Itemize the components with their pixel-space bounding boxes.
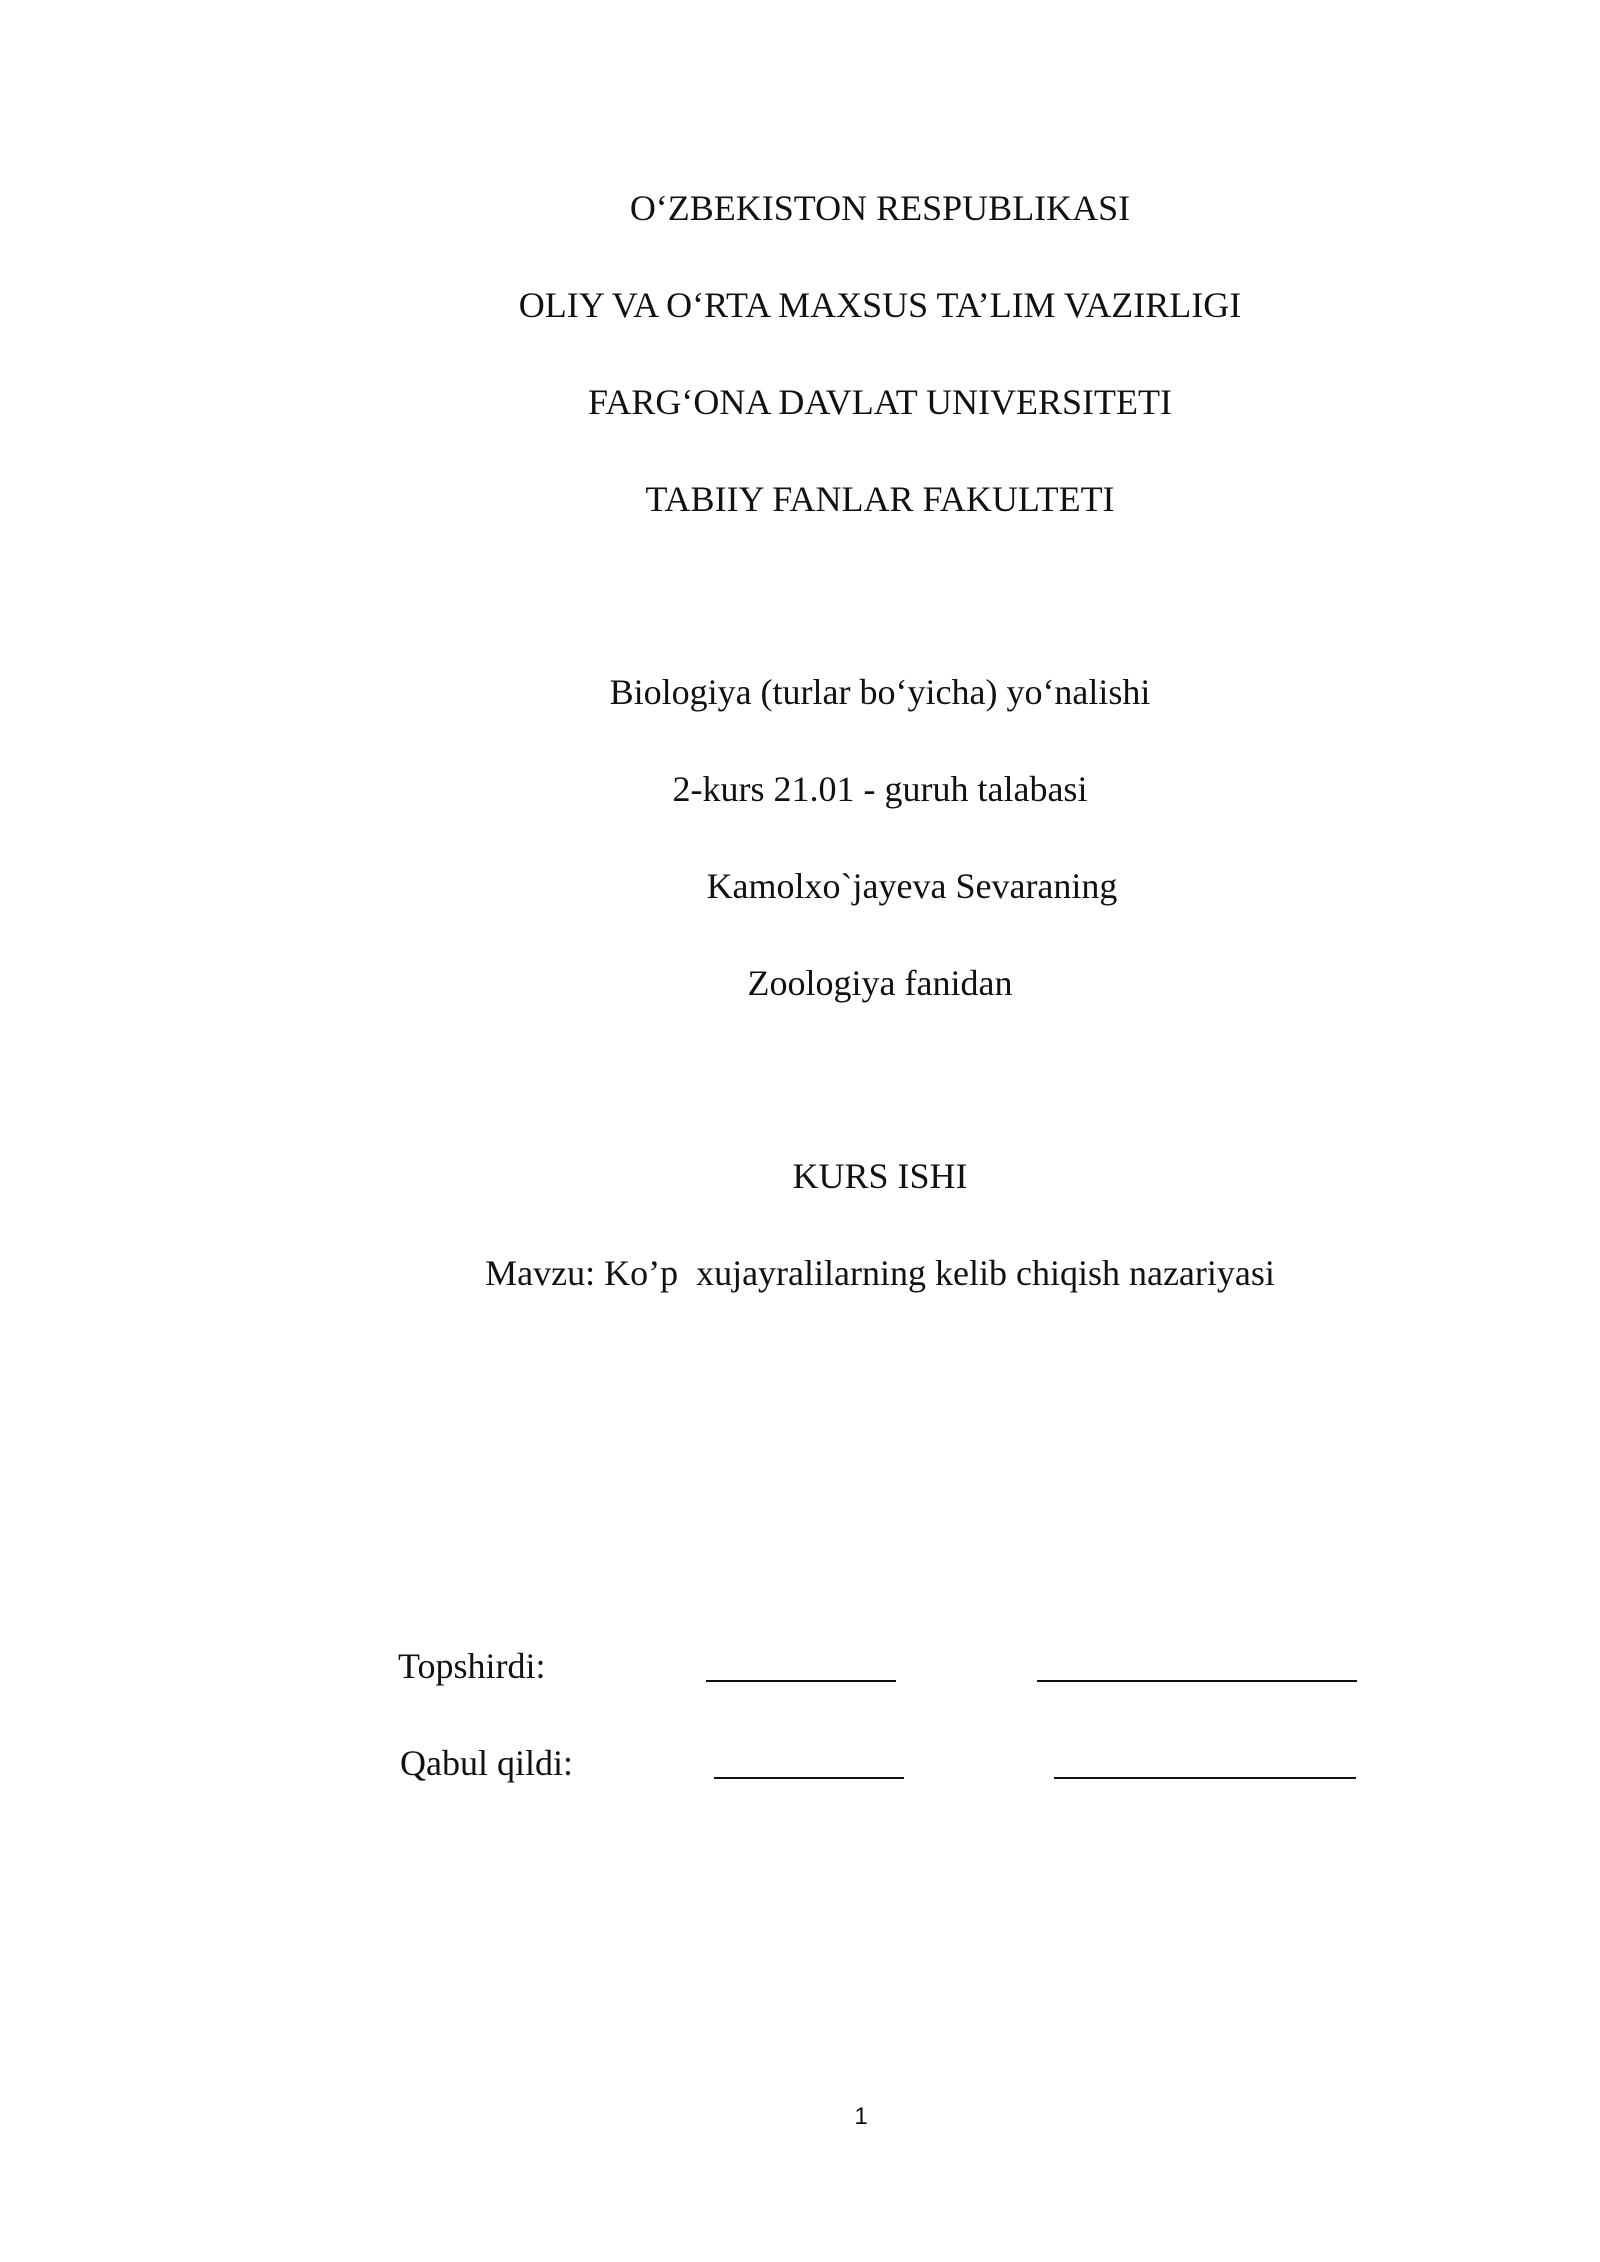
republic-heading: O‘ZBEKISTON RESPUBLIKASI [629,188,1131,228]
accepted-name-blank [1054,1777,1356,1779]
submitted-name-blank [1037,1680,1357,1682]
topic-line: Mavzu: Ko’p xujayralilarning kelib chiqish nazariyasi [485,1253,1275,1293]
student-name: Kamolxo`jayeva Sevaraning [706,866,1118,906]
submitted-label: Topshirdi: [398,1646,546,1686]
faculty-heading: TABIIY FANLAR FAKULTETI [645,479,1115,519]
subject-line: Zoologiya fanidan [747,963,1013,1003]
program-line: Biologiya (turlar bo‘yicha) yo‘nalishi [609,672,1151,712]
accepted-signature-blank [714,1777,904,1779]
university-heading: FARG‘ONA DAVLAT UNIVERSITETI [588,382,1172,422]
work-type-title: KURS ISHI [792,1156,968,1196]
submitted-signature-blank [706,1680,896,1682]
ministry-heading: OLIY VA O‘RTA MAXSUS TA’LIM VAZIRLIGI [518,285,1242,325]
group-line: 2-kurs 21.01 - guruh talabasi [672,769,1088,809]
page-number: 1 [854,2103,868,2130]
accepted-label: Qabul qildi: [400,1743,573,1783]
